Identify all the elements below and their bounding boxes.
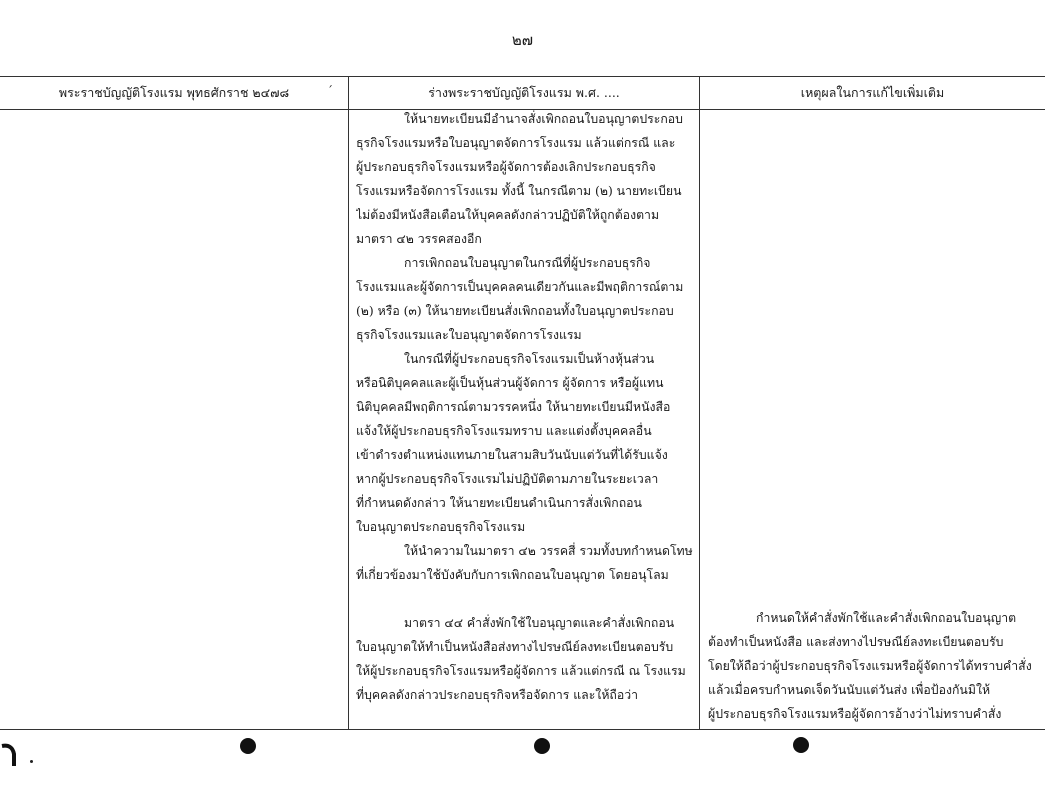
- text-line: ให้นำความในมาตรา ๔๒ วรรคสี่ รวมทั้งบทกำหนดโทษ: [404, 544, 693, 558]
- page-edge-mark: [0, 742, 18, 768]
- text-line: โรงแรมและผู้จัดการเป็นบุคคลคนเดียวกันและมีพฤติการณ์ตาม: [356, 280, 684, 294]
- text-line: แล้วเมื่อครบกำหนดเจ็ดวันนับแต่วันส่ง เพื่อป้องกันมิให้: [708, 683, 991, 697]
- text-line: ผู้ประกอบธุรกิจโรงแรมหรือผู้จัดการต้องเลิกประกอบธุรกิจ: [356, 160, 656, 174]
- text-line: โดยให้ถือว่าผู้ประกอบธุรกิจโรงแรมหรือผู้จัดการได้ทราบคำสั่ง: [708, 659, 1032, 673]
- punch-hole-mark: [534, 738, 550, 754]
- text-line: ใบอนุญาตให้ทำเป็นหนังสือส่งทางไปรษณีย์ลงทะเบียนตอบรับ: [356, 640, 674, 654]
- paragraph-gap: [356, 587, 694, 611]
- text-line: ธุรกิจโรงแรมและใบอนุญาตจัดการโรงแรม: [356, 328, 582, 342]
- header-draft-act: ร่างพระราชบัญญัติโรงแรม พ.ศ. ....: [428, 84, 620, 100]
- column-divider-1: [348, 76, 349, 730]
- draft-act-text-column: [356, 107, 694, 707]
- punch-hole-mark: [240, 738, 256, 754]
- punch-hole-mark: [793, 737, 809, 753]
- text-line: ในกรณีที่ผู้ประกอบธุรกิจโรงแรมเป็นห้างหุ้นส่วน: [404, 352, 655, 366]
- text-line: มาตรา ๔๒ วรรคสองอีก: [356, 232, 482, 246]
- text-line: กำหนดให้คำสั่งพักใช้และคำสั่งเพิกถอนใบอนุญาต: [756, 611, 1017, 625]
- text-line: มาตรา ๔๔ คำสั่งพักใช้ใบอนุญาตและคำสั่งเพิกถอน: [404, 616, 675, 630]
- column-divider-2: [699, 76, 700, 730]
- text-line: การเพิกถอนใบอนุญาตในกรณีที่ผู้ประกอบธุรกิจ: [404, 256, 651, 270]
- text-line: ที่เกี่ยวข้องมาใช้บังคับกับการเพิกถอนใบอนุญาต โดยอนุโลม: [356, 568, 669, 582]
- text-line: ธุรกิจโรงแรมหรือใบอนุญาตจัดการโรงแรม แล้วแต่กรณี และ: [356, 136, 676, 150]
- text-line: ผู้ประกอบธุรกิจโรงแรมหรือผู้จัดการอ้างว่าไม่ทราบคำสั่ง: [708, 707, 1002, 721]
- text-line: แจ้งให้ผู้ประกอบธุรกิจโรงแรมทราบ และแต่งตั้งบุคคลอื่น: [356, 424, 652, 438]
- text-line: โรงแรมหรือจัดการโรงแรม ทั้งนี้ ในกรณีตาม (๒) นายทะเบียน: [356, 184, 682, 198]
- page-edge-dot: [30, 760, 33, 763]
- text-line: (๒) หรือ (๓) ให้นายทะเบียนสั่งเพิกถอนทั้งใบอนุญาตประกอบ: [356, 304, 674, 318]
- page-number: ๒๗: [511, 31, 534, 49]
- text-line: นิติบุคคลมีพฤติการณ์ตามวรรคหนึ่ง ให้นายทะเบียนมีหนังสือ: [356, 400, 671, 414]
- text-line: ต้องทำเป็นหนังสือ และส่งทางไปรษณีย์ลงทะเบียนตอบรับ: [708, 635, 1004, 649]
- header-original-act: พระราชบัญญัติโรงแรม พุทธศักราช ๒๔๗๘: [58, 84, 290, 100]
- text-line: หรือนิติบุคคลและผู้เป็นหุ้นส่วนผู้จัดการ ผู้จัดการ หรือผู้แทน: [356, 376, 664, 390]
- text-line: ที่บุคคลดังกล่าวประกอบธุรกิจหรือจัดการ และให้ถือว่า: [356, 688, 639, 702]
- text-line: ใบอนุญาตประกอบธุรกิจโรงแรม: [356, 520, 526, 534]
- text-line: ให้ผู้ประกอบธุรกิจโรงแรมหรือผู้จัดการ แล้วแต่กรณี ณ โรงแรม: [356, 664, 686, 678]
- text-line: เข้าดำรงตำแหน่งแทนภายในสามสิบวันนับแต่วันที่ได้รับแจ้ง: [356, 448, 668, 462]
- amendment-reasons-text-column: [708, 606, 1042, 726]
- text-line: หากผู้ประกอบธุรกิจโรงแรมไม่ปฏิบัติตามภายในระยะเวลา: [356, 472, 659, 486]
- header-amendment-reasons: เหตุผลในการแก้ไขเพิ่มเติม: [800, 84, 945, 100]
- text-line: ที่กำหนดดังกล่าว ให้นายทะเบียนดำเนินการสั่งเพิกถอน: [356, 496, 642, 510]
- scan-tick-mark: ´: [327, 84, 333, 98]
- table-bottom-border: [0, 729, 1045, 730]
- text-line: ไม่ต้องมีหนังสือเตือนให้บุคคลดังกล่าวปฏิบัติให้ถูกต้องตาม: [356, 208, 660, 222]
- text-line: ให้นายทะเบียนมีอำนาจสั่งเพิกถอนใบอนุญาตประกอบ: [404, 112, 683, 126]
